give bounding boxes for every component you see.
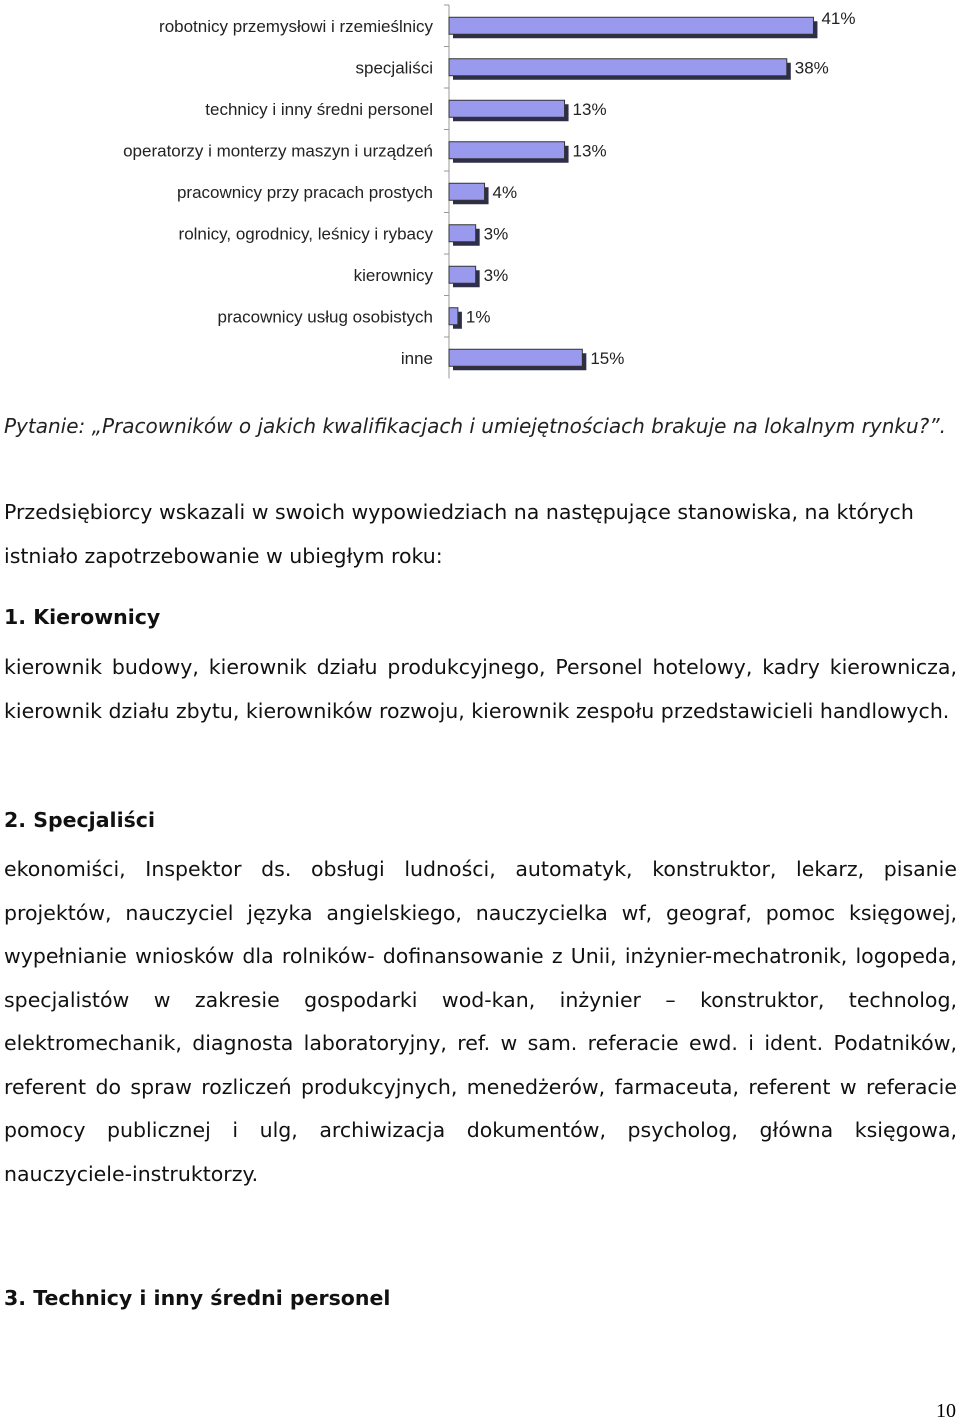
category-label: operatorzy i monterzy maszyn i urządzeń [123,141,433,161]
value-label: 15% [590,348,625,368]
value-label: 4% [492,182,518,202]
bar [449,225,476,242]
category-label: kierownicy [353,265,433,285]
bar-chart [0,0,960,390]
value-label: 3% [483,224,509,244]
category-label: pracownicy usług osobistych [217,307,433,327]
bar [449,17,813,34]
category-label: specjaliści [355,58,433,78]
bar [449,100,565,117]
chart-category-labels [123,17,433,368]
section-text-kierownicy: kierownik budowy, kierownik działu produkcyjnego, Personel hotelowy, kadry kierownicza, kierownik działu zbytu, kierowników rozwoju, kierownik zespołu przedstawicieli handlowych. [4,655,957,723]
bar [449,308,458,325]
section-heading-technicy: 3. Technicy i inny średni personel [4,1286,391,1310]
bar [449,266,476,283]
category-label: robotnicy przemysłowi i rzemieślnicy [159,16,433,36]
value-label: 41% [821,8,856,28]
survey-question: Pytanie: „Pracowników o jakich kwalifikacjach i umiejętnościach brakuje na lokalnym rynku?”. [4,414,946,438]
category-label: technicy i inny średni personel [205,99,433,119]
page-number: 10 [936,1400,956,1422]
bar [449,349,582,366]
value-label: 3% [483,265,509,285]
bar [449,183,485,200]
category-label: rolnicy, ogrodnicy, leśnicy i rybacy [178,224,433,244]
value-label: 38% [794,58,829,78]
bar [449,59,787,76]
section-text-specjalisci: ekonomiści, Inspektor ds. obsługi ludności, automatyk, konstruktor, lekarz, pisanie projektów, nauczyciel języka angielskiego, nauczycielka wf, geograf, pomoc księgowej, wypełnianie wniosków dla rolników- dofinansowanie z Unii, inżynier-mechatronik, logopeda, specjalistów w zakresie gospodarki wod-kan, inżynier – konstruktor, technolog, elektromechanik, diagnosta laboratoryjny, ref. w sam. referacie ewd. i ident. Podatników, referent do spraw rozliczeń produkcyjnych, menedżerów, farmaceuta, referent w referacie pomocy publicznej i ulg, archiwizacja dokumentów, psycholog, główna księgowa, nauczyciele-instruktorzy. [4,857,957,1186]
category-label: inne [400,348,433,368]
bar [449,142,565,159]
intro-paragraph: Przedsiębiorcy wskazali w swoich wypowiedziach na następujące stanowiska, na których istniało zapotrzebowanie w ubiegłym roku: [4,500,914,568]
section-heading-kierownicy: 1. Kierownicy [4,605,161,629]
value-label: 13% [572,99,607,119]
section-heading-specjalisci: 2. Specjaliści [4,808,155,832]
value-label: 13% [572,141,607,161]
chart-axis [444,5,449,379]
category-label: pracownicy przy pracach prostych [176,182,433,202]
value-label: 1% [465,307,491,327]
